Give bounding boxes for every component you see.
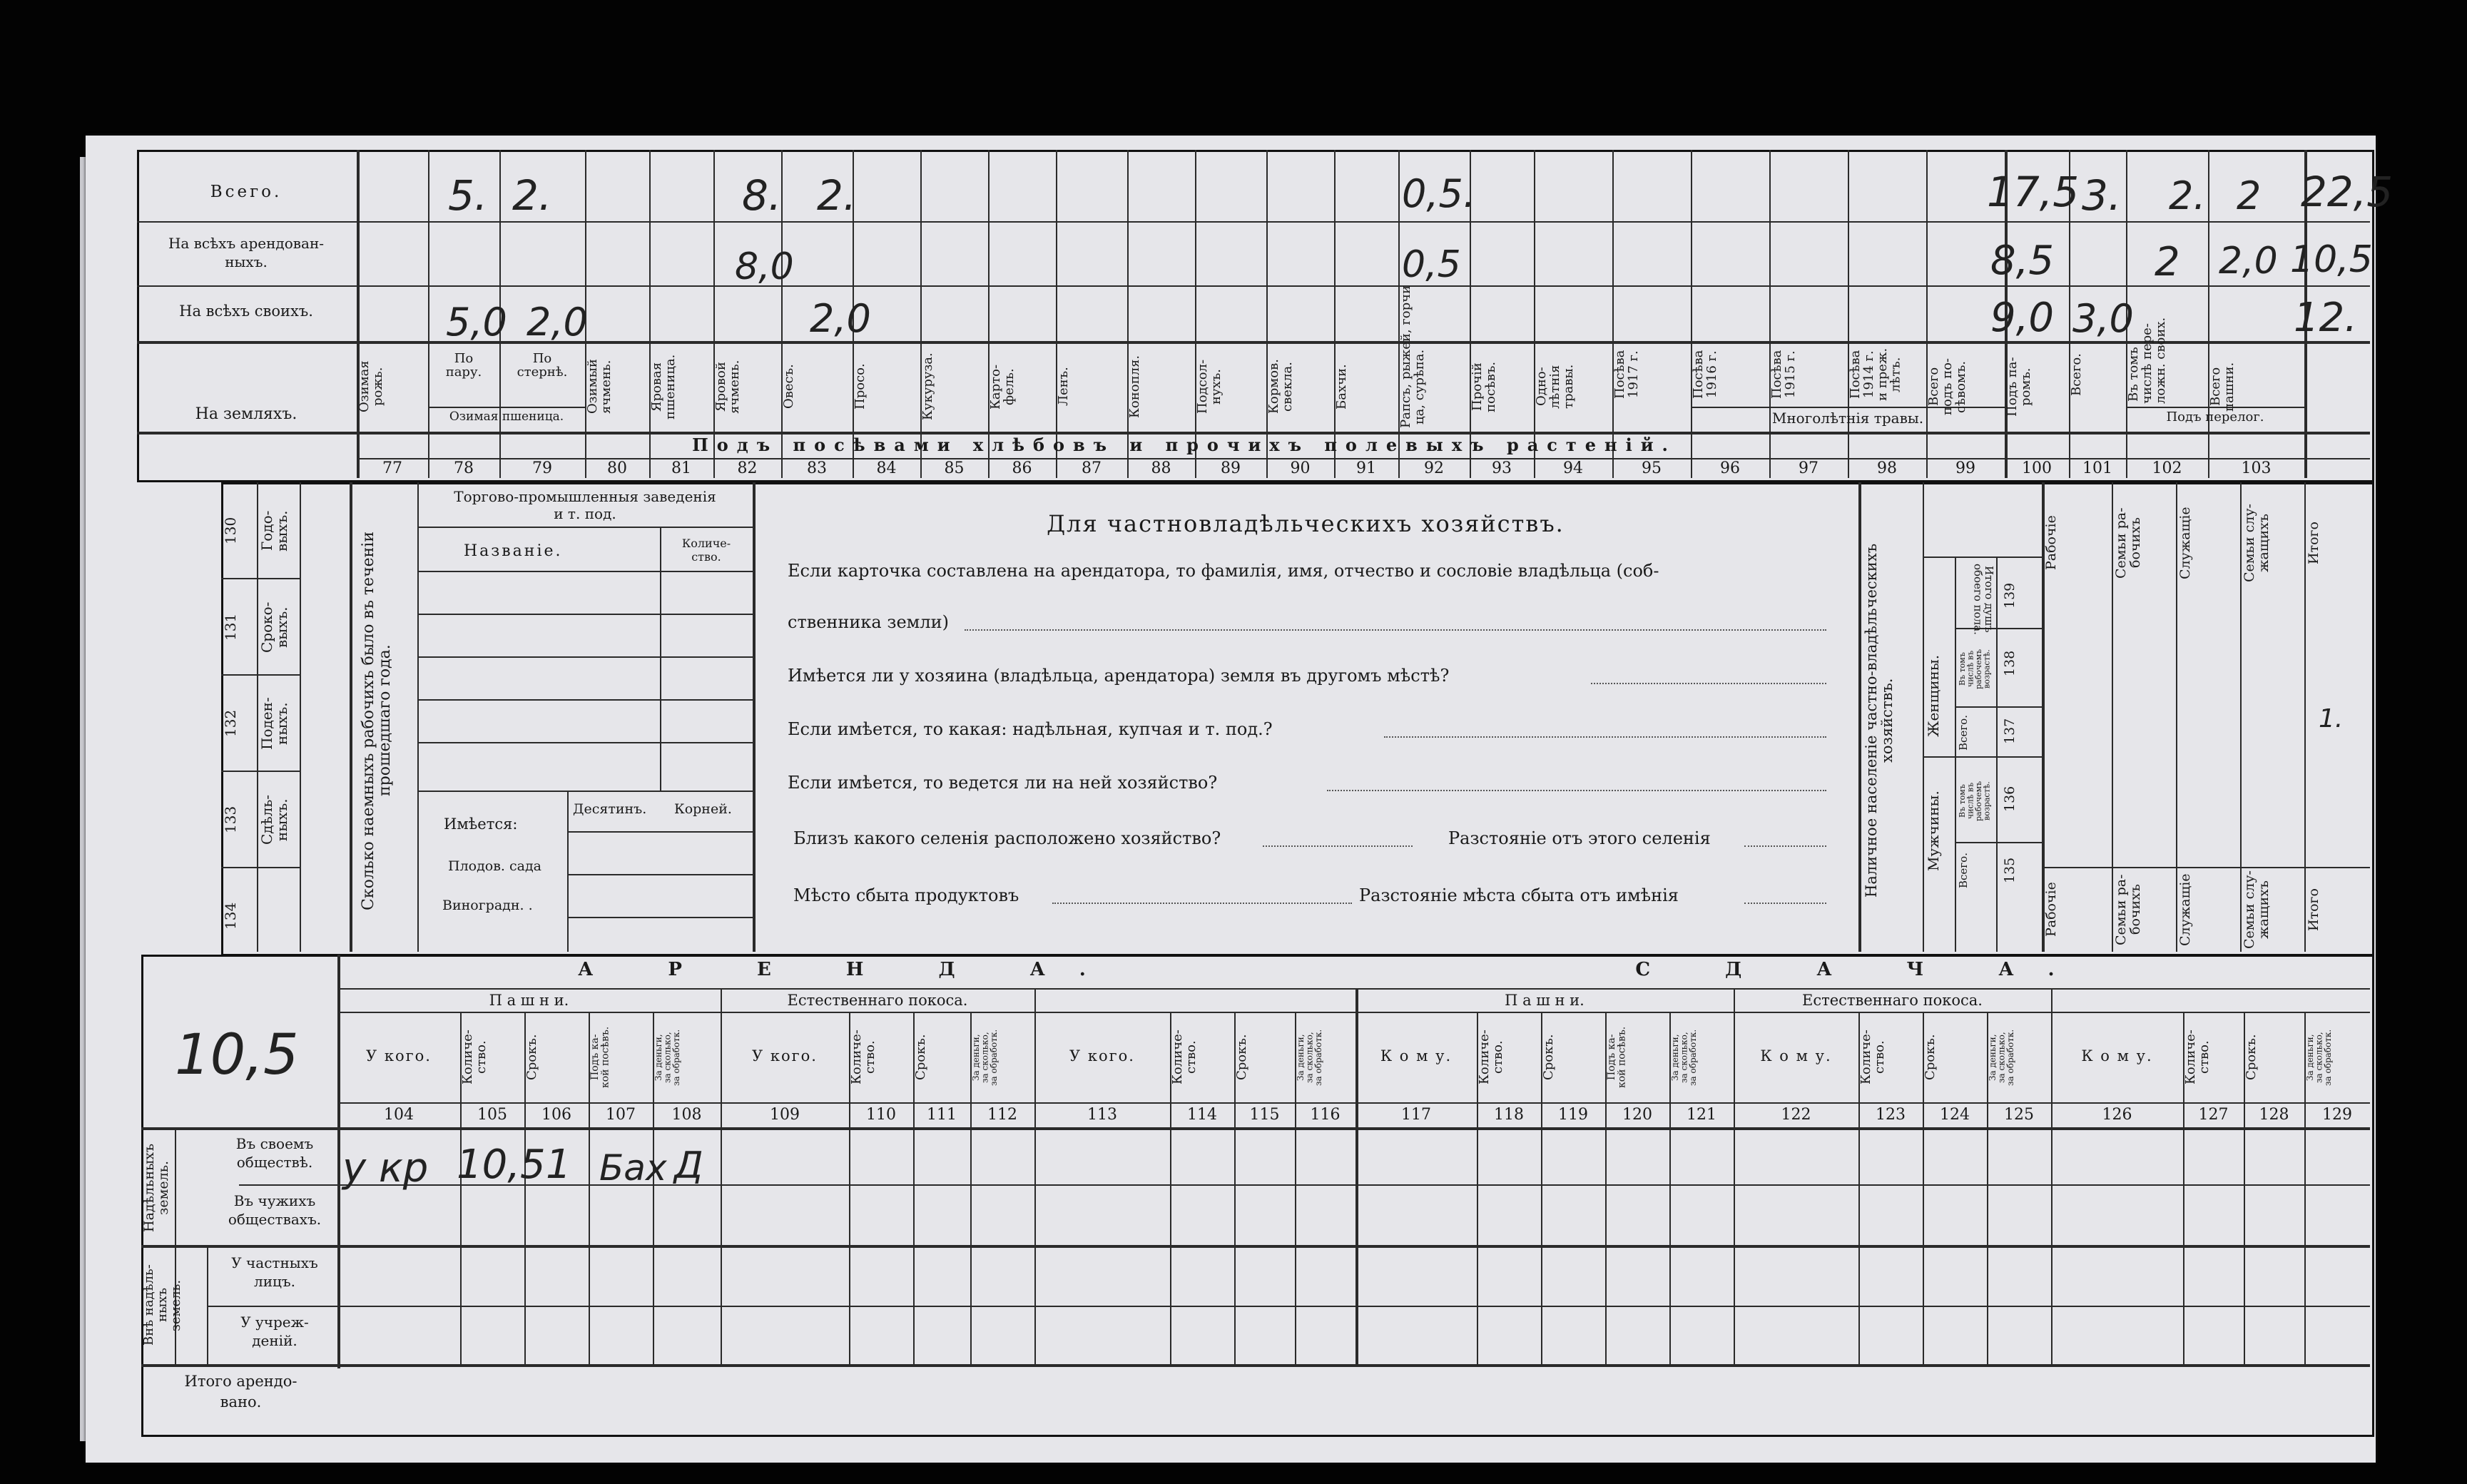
row-line	[221, 674, 300, 676]
top-col-num-101: 101	[2082, 459, 2112, 477]
imeetsya-label: Имѣется:	[444, 815, 518, 833]
pop-num-136: 136	[2002, 786, 2018, 813]
bottom-head-19: К о м у.	[1760, 1047, 1832, 1064]
bottom-subhead-2: Естественнаго покоса.	[787, 992, 968, 1009]
answer-line[interactable]	[1327, 790, 1826, 791]
bottom-col-num-125: 125	[2004, 1106, 2034, 1124]
top-col-num-91: 91	[1356, 459, 1376, 477]
hw-vsego-5: 0,5.	[1402, 171, 1476, 216]
answer-line[interactable]	[1052, 903, 1352, 904]
bottom-head-4: Подъ ка- кой посѣвъ.	[589, 1026, 611, 1089]
bottom-head-5: За деньги, за сколько, за обработк.	[653, 1029, 682, 1086]
worker-col-num-134: 134	[222, 902, 239, 930]
top-col-num-103: 103	[2241, 459, 2272, 477]
row-line	[417, 527, 753, 528]
bottom-col-num-113: 113	[1087, 1106, 1117, 1124]
uchrezhdeniy-label: У учреж- денiй.	[240, 1313, 309, 1349]
right-col-bottom-2: Семьи ра- бочихъ	[2113, 874, 2143, 945]
bottom-head-26: За деньги, за сколько, за обработк.	[2305, 1029, 2334, 1086]
bottom-head-9: За деньги, за сколько, за обработк.	[971, 1029, 999, 1086]
right-col-top-4: Семьи слу- жащихъ	[2242, 504, 2272, 582]
bottom-head-22: За деньги, за сколько, за обработк.	[1988, 1029, 2016, 1086]
bottom-col-num-115: 115	[1249, 1106, 1280, 1124]
answer-line[interactable]	[1744, 845, 1826, 847]
col-line	[567, 791, 569, 952]
korney-label: Корней.	[674, 801, 732, 817]
top-col-header-6: Яровой ячмень.	[713, 360, 742, 414]
bottom-col-line	[1734, 988, 1735, 1364]
worker-col-label-3: Поден- ныхъ.	[258, 697, 290, 750]
desyatin-label: Десятинъ.	[573, 801, 647, 817]
row-label-na-zemlyakh: На земляхъ.	[195, 405, 297, 423]
hw-arend-6: 10,5	[2290, 238, 2373, 281]
top-col-num-94: 94	[1563, 459, 1583, 477]
col-line	[207, 1245, 208, 1364]
bottom-subhead-3: П а ш н и.	[1505, 992, 1585, 1009]
top-col-line	[1127, 150, 1129, 478]
row-line	[221, 578, 300, 579]
v-tom-chisle-m: Въ томъ числѣ въ рабочемъ возрастѣ.	[1958, 781, 1992, 821]
chastno-title: Для частновладѣльческихъ хозяйствъ.	[1047, 510, 1565, 537]
bottom-head-1: У кого.	[366, 1047, 432, 1064]
hw-arend-5: 2,0	[2219, 240, 2278, 283]
top-col-header-2: По пару.	[445, 351, 482, 380]
top-col-num-92: 92	[1424, 459, 1444, 477]
chastno-q3: Если имѣется, то какая: надѣльная, купчая и т. под.?	[788, 719, 1273, 739]
naemnikh-label: Сколько наемныхъ рабочихъ было въ теченiи прошедшаго года.	[360, 531, 395, 910]
hw-arend-4: 2	[2155, 239, 2180, 285]
bottom-head-13: За деньги, за сколько, за обработк.	[1296, 1029, 1324, 1086]
row-line	[567, 917, 753, 918]
right-col-bottom-4: Семьи слу- жащихъ	[2242, 870, 2272, 949]
chastno-q2: Имѣется ли у хозяина (владѣльца, арендатора) земля въ другомъ мѣстѣ?	[788, 666, 1450, 686]
row-line	[567, 874, 753, 875]
top-col-line	[1769, 150, 1771, 478]
bottom-col-num-121: 121	[1687, 1106, 1716, 1124]
bottom-head-17: Подъ ка- кой посѣвъ.	[1606, 1026, 1628, 1089]
hw-svoi-5: 3,0	[2072, 296, 2134, 341]
muzhchiny-label: Мужчины.	[1925, 791, 1942, 872]
nalichnoe-label: Наличное населенiе частно-владѣльческихъ хозяйствъ.	[1863, 543, 1896, 898]
bottom-head-6: У кого.	[752, 1047, 818, 1064]
torgovo-nazvanie: Названiе.	[464, 542, 563, 560]
hw-arend-3: 8,5	[1990, 238, 2055, 284]
top-col-header-12: Конопля.	[1127, 355, 1142, 419]
hw-svoi-4: 9,0	[1990, 295, 2055, 341]
row-line	[1923, 756, 2042, 758]
top-col-num-84: 84	[876, 459, 897, 477]
top-col-num-90: 90	[1290, 459, 1311, 477]
top-col-header-26: Въ томъ числѣ ложн.	[2126, 347, 2168, 404]
worker-col-num-132: 132	[222, 709, 239, 737]
top-col-num-98: 98	[1877, 459, 1897, 477]
top-col-num-96: 96	[1720, 459, 1740, 477]
bottom-col-num-118: 118	[1494, 1106, 1524, 1124]
bottom-col-line	[721, 988, 722, 1364]
top-col-num-100: 100	[2022, 459, 2052, 477]
pod-pereloq-label: Подъ перелог.	[2166, 410, 2264, 425]
top-col-header-21: Посѣва 1915 г.	[1769, 350, 1798, 400]
top-col-header-11: Ленъ.	[1056, 367, 1071, 407]
bottom-head-14: К о м у.	[1380, 1047, 1453, 1064]
top-col-num-80: 80	[607, 459, 627, 477]
bottom-col-num-129: 129	[2322, 1106, 2352, 1124]
col-line	[417, 482, 419, 952]
bottom-col-num-120: 120	[1622, 1106, 1652, 1124]
hw-svoi-3: 2,0	[810, 296, 871, 341]
answer-line[interactable]	[1591, 683, 1826, 684]
row-divider	[137, 285, 2370, 287]
hw-vsego-10: 22,5	[2301, 168, 2394, 216]
top-col-line	[920, 150, 922, 478]
col-line	[1923, 482, 1924, 952]
chastno-q6b: Разстоянiе мѣста сбыта отъ имѣнiя	[1359, 885, 1679, 905]
bottom-head-12: Срокъ.	[1234, 1034, 1249, 1081]
v-svoem-label: Въ своемъ обществѣ.	[235, 1135, 314, 1171]
bottom-col-num-109: 109	[770, 1106, 800, 1124]
bottom-head-8: Срокъ.	[913, 1034, 928, 1081]
top-col-header-8: Просо.	[853, 363, 868, 410]
right-col-top-2: Семьи ра- бочихъ	[2113, 507, 2143, 579]
top-col-header-23: Всего подъ по- сѣвомъ.	[1926, 358, 1968, 416]
hw-arend-2: 0,5	[1402, 243, 1461, 286]
hw-dengi: Д	[674, 1144, 703, 1187]
subhead-divider	[428, 407, 585, 408]
torgovo-kolichestvo: Количе- ство.	[681, 537, 731, 564]
bottom-head-15: Количе- ство.	[1477, 1030, 1505, 1085]
top-col-num-79: 79	[532, 459, 552, 477]
bottom-col-line	[1355, 988, 1358, 1364]
bottom-col-num-127: 127	[2198, 1106, 2229, 1124]
bottom-col-num-116: 116	[1310, 1106, 1341, 1124]
bottom-head-2: Количе- ство.	[460, 1030, 489, 1085]
bottom-head-10: У кого.	[1069, 1047, 1135, 1064]
top-col-header-5: Яровая пшеница.	[649, 354, 678, 420]
answer-line[interactable]	[965, 629, 1826, 631]
top-col-num-95: 95	[1642, 459, 1662, 477]
col-line	[350, 482, 352, 952]
row-line	[2042, 867, 2370, 868]
top-col-num-99: 99	[1955, 459, 1975, 477]
zhenshchiny-label: Женщины.	[1925, 654, 1942, 737]
top-col-header-4: Озимый ячмень.	[585, 359, 614, 415]
bottom-head-11: Количе- ство.	[1170, 1030, 1199, 1085]
torgovo-row-line	[417, 614, 753, 615]
right-col-top-1: Рабочiе	[2043, 515, 2059, 571]
top-col-num-82: 82	[737, 459, 758, 477]
chastno-q5: Близъ какого селенiя расположено хозяйство?	[793, 828, 1221, 848]
top-col-num-78: 78	[454, 459, 474, 477]
col-line	[300, 482, 301, 952]
hw-vsego-6: 17,5	[1987, 168, 2080, 216]
hw-svoi-6: 12.	[2294, 295, 2358, 341]
hw-svoi-1: 5,0	[446, 300, 507, 345]
bottom-head-24: Количе- ство.	[2183, 1030, 2212, 1085]
worker-col-num-130: 130	[222, 517, 239, 544]
bottom-col-line	[2051, 988, 2053, 1364]
row-line	[1923, 556, 2042, 558]
mnogoletnie-label: Многолѣтнiя травы.	[1771, 410, 1924, 427]
right-col-bottom-1: Рабочiе	[2043, 882, 2059, 937]
top-col-header-17: Прочiй посѣвъ.	[1470, 361, 1498, 412]
top-col-header-24: Подъ па- ромъ.	[2005, 357, 2033, 417]
top-col-header-25: Всего.	[2069, 353, 2084, 396]
row-line	[141, 1245, 2370, 1248]
top-col-header-15: Бахчи.	[1334, 364, 1349, 410]
row-line	[141, 1364, 2370, 1367]
top-col-num-97: 97	[1799, 459, 1819, 477]
itogo-label: Итого арендо- вано.	[184, 1373, 297, 1411]
top-col-num-86: 86	[1012, 459, 1032, 477]
top-col-header-13: Подсол- нухъ.	[1195, 359, 1224, 415]
top-col-num-87: 87	[1082, 459, 1102, 477]
bottom-col-num-128: 128	[2259, 1106, 2289, 1124]
bottom-col-num-126: 126	[2102, 1106, 2132, 1124]
top-col-header-14: Кормов. свекла.	[1266, 359, 1295, 415]
hw-mark: 1.	[2319, 704, 2344, 733]
right-col-top-3: Служащiе	[2177, 507, 2193, 579]
vne-nadelnykh-label: Внѣ надѣль- ныхъ земель.	[141, 1264, 183, 1346]
hw-vsego-1: 5.	[448, 171, 488, 220]
hw-vsego-8: 2.	[2169, 173, 2206, 218]
right-col-bottom-5: Итого	[2306, 888, 2321, 931]
col-line	[1996, 556, 1998, 952]
chastno-q1: Если карточка составлена на арендатора, то фамилiя, имя, отчество и сословiе владѣльца (соб-	[788, 561, 1659, 581]
right-col-top-5: Итого	[2306, 522, 2321, 564]
row-line	[337, 1012, 2370, 1013]
bottom-col-line	[1034, 988, 1036, 1364]
top-col-line	[649, 150, 651, 478]
top-col-line	[1195, 150, 1196, 478]
bottom-col-num-111: 111	[927, 1106, 957, 1124]
top-col-line	[1848, 150, 1849, 478]
top-col-header-19: Посѣва 1917 г.	[1612, 350, 1641, 400]
bottom-col-num-124: 124	[1940, 1106, 1970, 1124]
torgovo-row-line	[417, 656, 753, 658]
hw-srok: 1	[546, 1142, 571, 1188]
top-col-header-3: По стернѣ.	[517, 351, 568, 380]
bottom-subhead-4: Естественнаго покоса.	[1802, 992, 1983, 1009]
top-col-num-88: 88	[1151, 459, 1171, 477]
nadelnykh-label: Надѣльныхъ земель.	[141, 1143, 171, 1233]
row-label-arend: На всѣхъ арендован- ныхъ.	[168, 235, 325, 270]
top-col-line	[428, 150, 429, 478]
hw-posev: Бах	[599, 1147, 667, 1189]
col-line	[660, 527, 661, 791]
top-col-line	[1612, 150, 1614, 478]
bottom-col-num-105: 105	[477, 1106, 507, 1124]
top-col-line	[1056, 150, 1057, 478]
top-col-num-89: 89	[1221, 459, 1241, 477]
worker-col-label-2: Сроко- выхъ.	[258, 601, 290, 653]
bottom-head-20: Количе- ство.	[1858, 1030, 1887, 1085]
torgovo-row-line	[417, 571, 753, 572]
pop-num-135: 135	[2002, 857, 2018, 884]
pop-num-139: 139	[2002, 582, 2018, 609]
top-col-line	[1691, 150, 1692, 478]
bottom-col-num-117: 117	[1401, 1106, 1431, 1124]
row-line	[1955, 706, 2042, 708]
arenda-banner: А Р Е Н Д А.	[578, 959, 1120, 980]
top-col-header-27: Всего пашни.	[2208, 362, 2237, 412]
v-chuzhikh-label: Въ чужихъ обществахъ.	[228, 1192, 322, 1228]
top-col-num-81: 81	[671, 459, 691, 477]
hw-total: 10,5	[175, 1023, 299, 1087]
row-line	[337, 988, 2370, 990]
worker-col-num-131: 131	[222, 613, 239, 641]
bottom-col-num-123: 123	[1876, 1106, 1906, 1124]
row-line	[337, 1102, 2370, 1104]
row-label-svoi: На всѣхъ своихъ.	[179, 303, 313, 320]
hw-kol: 10,5	[457, 1142, 546, 1188]
pop-num-137: 137	[2002, 718, 2018, 745]
chastno-q6: Мѣсто сбыта продуктовъ	[793, 885, 1019, 905]
hw-arend-1: 8,0	[735, 245, 794, 288]
top-col-line	[1266, 150, 1268, 478]
top-col-line	[988, 150, 990, 478]
top-col-header-20: Посѣва 1916 г.	[1691, 350, 1719, 400]
bottom-col-num-104: 104	[384, 1106, 414, 1124]
bottom-head-16: Срокъ.	[1541, 1034, 1556, 1081]
hw-u-kogo: у кр	[342, 1145, 429, 1191]
right-col-bottom-3: Служащiе	[2177, 873, 2193, 946]
top-col-line	[1534, 150, 1535, 478]
row-divider	[137, 221, 2370, 223]
top-col-header-10: Карто- фель.	[988, 364, 1017, 410]
col-line	[753, 482, 756, 952]
answer-line[interactable]	[1384, 736, 1826, 738]
bottom-col-num-106: 106	[541, 1106, 571, 1124]
chastno-q1b: ственника земли)	[788, 612, 949, 632]
worker-col-label-4: Сдѣль- ныхъ.	[258, 794, 290, 845]
row-line	[221, 867, 300, 868]
answer-line[interactable]	[1263, 845, 1413, 847]
top-col-line	[357, 150, 360, 478]
plodov-label: Плодов. сада	[448, 858, 541, 874]
bottom-head-25: Срокъ.	[2244, 1034, 2259, 1081]
pop-num-138: 138	[2002, 650, 2018, 677]
bottom-col-num-112: 112	[987, 1106, 1017, 1124]
top-col-header-22: Посѣва 1914 г. и преж. лѣтъ.	[1848, 347, 1903, 402]
hw-vsego-2: 2.	[512, 171, 552, 220]
bottom-col-num-114: 114	[1187, 1106, 1217, 1124]
top-col-num-85: 85	[944, 459, 965, 477]
top-col-line	[1334, 150, 1336, 478]
row-line	[567, 831, 753, 833]
bottom-head-23: К о м у.	[2081, 1047, 2153, 1064]
col-line	[1858, 482, 1861, 952]
vinogr-label: Виноградн. .	[442, 898, 533, 913]
hw-vsego-9: 2	[2237, 173, 2262, 218]
bottom-col-num-110: 110	[866, 1106, 896, 1124]
bottom-col-num-119: 119	[1558, 1106, 1588, 1124]
bottom-col-num-122: 122	[1781, 1106, 1811, 1124]
bottom-head-21: Срокъ.	[1923, 1034, 1938, 1081]
chastno-q5b: Разстоянiе отъ этого селенiя	[1448, 828, 1711, 848]
top-col-header-9: Кукуруза.	[920, 352, 935, 421]
row-line	[141, 1127, 2370, 1130]
itogo-dush-label: Итого душъ обоего пола.	[1971, 564, 1995, 635]
hw-svoi-2: 2,0	[527, 300, 588, 345]
top-col-line	[2208, 150, 2209, 478]
bottom-col-num-108: 108	[671, 1106, 702, 1124]
worker-col-label-1: Годо- выхъ.	[258, 510, 290, 552]
hw-vsego-4: 2.	[817, 171, 857, 220]
vsego-zh-label: Всего.	[1957, 715, 1970, 751]
top-col-header-7: Овесъ.	[781, 364, 796, 410]
row-line	[417, 791, 753, 792]
bottom-head-7: Количе- ство.	[849, 1030, 878, 1085]
top-col-header-1: Озимая рожь.	[357, 360, 385, 413]
hw-vsego-7: 3.	[2082, 171, 2122, 220]
top-col-num-102: 102	[2152, 459, 2182, 477]
torgovo-row-line	[417, 699, 753, 701]
answer-line[interactable]	[1744, 903, 1826, 904]
v-tom-chisle-zh: Въ томъ числѣ въ рабочемъ возрастѣ.	[1958, 649, 1992, 689]
torgovo-row-line	[417, 742, 753, 743]
top-col-header-18: Одно- лѣтнiя травы.	[1534, 364, 1576, 410]
bottom-col-num-107: 107	[606, 1106, 636, 1124]
top-col-line	[1926, 150, 1928, 478]
sdacha-banner: С Д А Ч А.	[1635, 959, 2089, 980]
chastno-q4: Если имѣется, то ведется ли на ней хозяйство?	[788, 773, 1218, 793]
top-col-num-77: 77	[382, 459, 402, 477]
torgovo-title: Торгово-промышленныя заведенiя и т. под.	[454, 488, 716, 522]
bottom-head-3: Срокъ.	[524, 1034, 539, 1081]
vsego-m-label: Всего.	[1957, 853, 1970, 888]
chastnykh-label: У частныхъ лицъ.	[231, 1254, 318, 1290]
row-line	[207, 1306, 2370, 1307]
row-label-vsego: Всего.	[210, 183, 283, 201]
row-line	[221, 771, 300, 772]
top-col-num-93: 93	[1492, 459, 1512, 477]
posevy-banner: Подъ посѣвами хлѣбовъ и прочихъ полевыхъ растенiй.	[692, 434, 1677, 455]
top-col-num-83: 83	[807, 459, 827, 477]
top-col-header-16: Рапсъ, рыжей, ца, сурѣпа.	[1398, 329, 1427, 428]
bottom-subhead-1: П а ш н и.	[489, 992, 569, 1009]
ozimaya-pshenitsa-label: Озимая пшеница.	[449, 410, 564, 424]
row-line	[1955, 842, 2042, 843]
bottom-head-18: За деньги, за сколько, за обработк.	[1670, 1029, 1699, 1086]
top-col-line	[713, 150, 715, 478]
hw-vsego-3: 8.	[742, 171, 782, 220]
worker-col-num-133: 133	[222, 805, 239, 833]
